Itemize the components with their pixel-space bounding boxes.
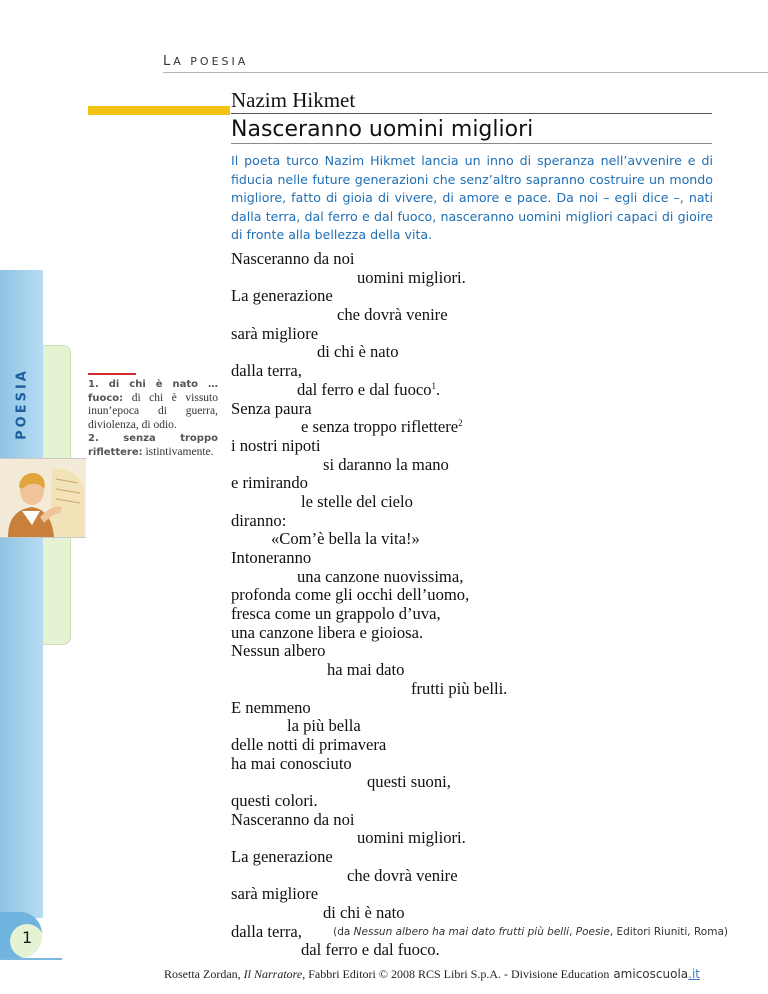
poem-line (231, 568, 711, 587)
poem-line-text: Nasceranno da noi (231, 809, 355, 829)
poem-line-text: i nostri nipoti (231, 435, 321, 455)
poem-line (231, 736, 711, 755)
title-rule (231, 143, 712, 144)
poem-line-text: le stelle del cielo (301, 491, 413, 511)
poem-line-text: ha mai dato (327, 660, 405, 680)
poem-line (231, 306, 711, 325)
author-rule (231, 113, 712, 114)
poem-line-punct: . (436, 379, 441, 399)
poem-line (231, 680, 711, 699)
poem-line-text: e rimirando (231, 473, 308, 493)
poem-line-text: Nessun albero (231, 641, 326, 661)
poem-line-text: una canzone nuovissima, (297, 566, 464, 586)
intro-paragraph: Il poeta turco Nazim Hikmet lancia un inno di speranza nell’avvenire e di fiducia nelle future generazioni che senz’altro sapranno costruire un mondo migliore, fatto di gioia di vivere, di amore e pace. Da noi – egli dice –, nati dalla terra, dal ferro e dal fuoco, nasceranno uomini migliori capaci di gioire di fronte alla bellezza della vita. (231, 153, 713, 242)
poem-body (231, 250, 711, 960)
poem-line (231, 642, 711, 661)
poem-line (231, 829, 711, 848)
poem-line-text: dal ferro e dal fuoco (297, 379, 432, 399)
credits-author: Rosetta Zordan, (164, 967, 244, 981)
poem-line-text: questi suoni, (367, 772, 451, 792)
poem-line-text: frutti più belli. (411, 678, 508, 698)
poem-line (231, 493, 711, 512)
page-number: 1 (22, 928, 33, 947)
source-collection: Poesie (575, 926, 610, 938)
poem-line (231, 848, 711, 867)
poem-line (231, 941, 711, 960)
poem-line (231, 400, 711, 419)
poem-line (231, 605, 711, 624)
footnote-rule (88, 373, 136, 375)
poem-line-text: La generazione (231, 286, 333, 306)
poem-line (231, 530, 711, 549)
footnote-text: di chi è vissuto inun’epoca di guerra, diviolenza, di odio. (88, 391, 218, 431)
poem-line-text: E nemmeno (231, 697, 311, 717)
source-work: Nessun albero ha mai dato frutti più belli (353, 926, 570, 938)
poem-line (231, 512, 711, 531)
poem-line-text: Intoneranno (231, 548, 312, 567)
poem-line-text: e senza troppo riflettere (301, 417, 459, 437)
footnote-ref: 1 (431, 380, 437, 391)
poem-line (231, 699, 711, 718)
poem-line-text: «Com’è bella la vita!» (271, 529, 420, 549)
poem-line (231, 250, 711, 269)
poem-line (231, 624, 711, 643)
poem-line-text: dal ferro e dal fuoco. (301, 940, 440, 960)
footnotes (88, 378, 218, 460)
author-name: Nazim Hikmet (231, 88, 356, 112)
poem-line-text: dalla terra, (231, 361, 302, 381)
poet-illustration (0, 458, 86, 538)
footnote-key: 2. senza troppo riflettere: (88, 433, 218, 458)
poem-line-text: si daranno la mano (323, 454, 449, 474)
credits-publisher: , Fabbri Editori © 2008 RCS Libri S.p.A. - Divisione Education (302, 967, 610, 981)
running-head-initial: L (163, 54, 174, 69)
source-publisher: , Editori Riuniti, Roma) (609, 926, 728, 938)
poem-line-text: di chi è nato (323, 903, 405, 923)
poem-line-text: questi colori. (231, 790, 318, 810)
poem-line (231, 362, 711, 381)
logo-tld: .it (688, 967, 700, 981)
poem-line (231, 867, 711, 886)
poem-line-text: sarà migliore (231, 884, 319, 904)
footnote-1 (88, 378, 218, 432)
poem-line-text: uomini migliori. (357, 828, 466, 848)
poem-line-text: che dovrà venire (347, 865, 458, 885)
poem-line-text: uomini migliori. (357, 267, 466, 287)
poem-line (231, 456, 711, 475)
poem-line (231, 773, 711, 792)
top-rule (163, 72, 768, 73)
poem-title: Nasceranno uomini migliori (231, 117, 534, 142)
poem-line-text: di chi è nato (317, 342, 399, 362)
source-open: (da (333, 926, 354, 938)
poem-line (231, 437, 711, 456)
poem-line (231, 269, 711, 288)
footnote-key: 1. di chi è nato … fuoco: (88, 379, 218, 404)
poem-line (231, 474, 711, 493)
poem-line (231, 661, 711, 680)
credits-line (164, 967, 700, 982)
poem-line-text: delle notti di primavera (231, 734, 387, 754)
source-citation (333, 926, 728, 938)
poem-line-text: profonda come gli occhi dell’uomo, (231, 585, 470, 605)
poem-line (231, 792, 711, 811)
poem-line (231, 717, 711, 736)
poem-line-text: diranno: (231, 510, 287, 530)
poem-line (231, 904, 711, 923)
poem-line-text: Senza paura (231, 398, 312, 418)
footnote-text: istintivamente. (145, 445, 214, 458)
credits-book: Il Narratore (243, 967, 303, 981)
section-side-tab-label: POESIA (14, 368, 30, 440)
poem-line (231, 811, 711, 830)
poem-line (231, 287, 711, 306)
poem-line-text: fresca come un grappolo d’uva, (231, 604, 441, 624)
poem-line-text: la più bella (287, 716, 361, 736)
poem-line-text: una canzone libera e gioiosa. (231, 622, 424, 642)
poem-line (231, 755, 711, 774)
amicoscuola-logo[interactable] (613, 967, 700, 981)
poem-line (231, 885, 711, 904)
poem-line-text: che dovrà venire (337, 305, 448, 325)
footnote-2 (88, 432, 218, 459)
poem-line (231, 418, 711, 437)
poem-line (231, 381, 711, 400)
source-sep: , (569, 926, 576, 938)
poem-line (231, 343, 711, 362)
poem-line-text: sarà migliore (231, 323, 319, 343)
poet-illustration-graphic (0, 459, 86, 537)
author-highlight-bar (88, 106, 230, 115)
poem-line (231, 586, 711, 605)
page-number-badge (0, 912, 42, 958)
poem-line (231, 325, 711, 344)
running-head (163, 54, 248, 69)
poem-line-text: Nasceranno da noi (231, 249, 355, 268)
footnote-ref: 2 (458, 418, 463, 429)
poem-line-text: La generazione (231, 847, 333, 866)
poem-line-text: dalla terra, (231, 921, 302, 941)
running-head-rest: A POESIA (173, 55, 249, 68)
bottom-rule (0, 958, 62, 960)
logo-main: amicoscuola (613, 967, 689, 981)
poem-line-text: ha mai conosciuto (231, 753, 352, 773)
poem-line (231, 549, 711, 568)
